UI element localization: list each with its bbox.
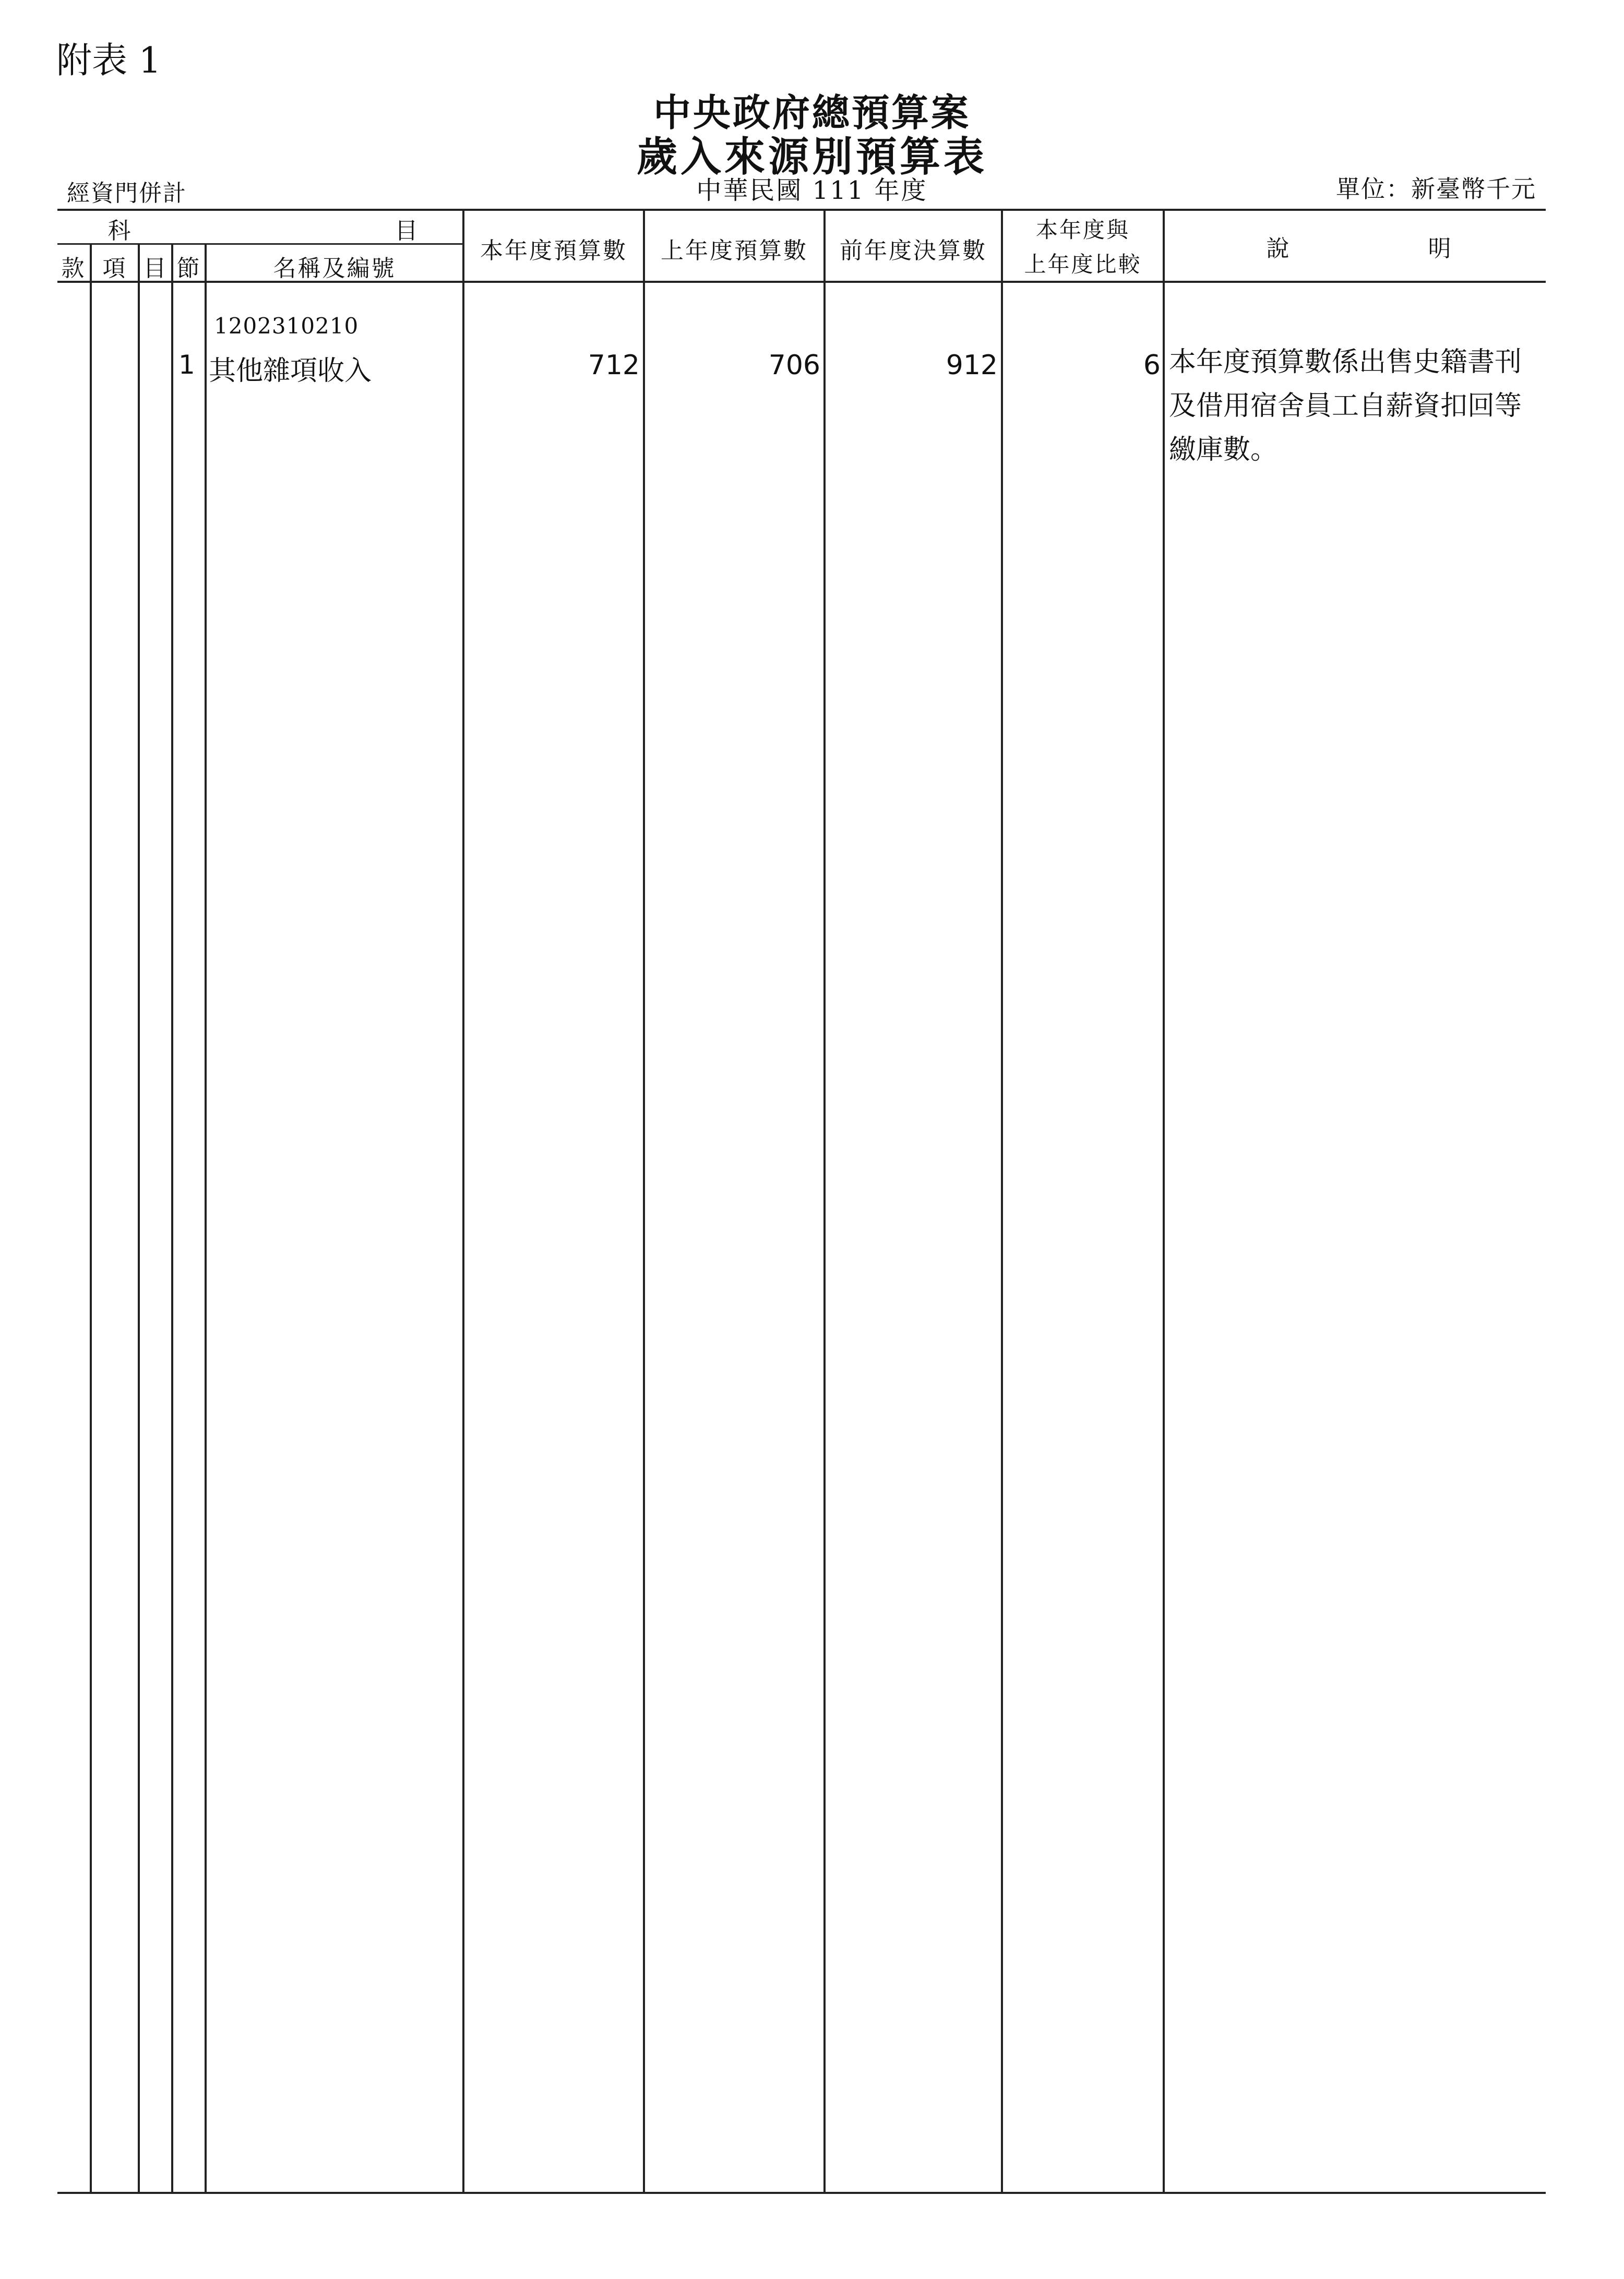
col-divider-prior [1001,209,1003,2194]
header-subject-right: 目 [395,218,420,244]
comparison-value: 6 [1143,350,1161,381]
unit-label: 單位：新臺幣千元 [1336,175,1536,203]
header-mu: 目 [143,255,168,282]
fiscal-year: 中華民國 111 年度 [696,176,928,205]
header-comparison-line2: 上年度比較 [1024,252,1142,277]
header-previous-budget: 上年度預算數 [661,237,808,264]
document-subtitle: 歲入來源別預算表 [636,133,987,181]
header-current-budget: 本年度預算數 [480,237,627,264]
col-divider-xiang [138,243,140,2194]
header-xiang: 項 [102,255,127,282]
col-divider-mu [171,243,173,2194]
header-comparison-line1: 本年度與 [1035,217,1130,243]
header-prior-final: 前年度決算數 [840,237,987,264]
annex-label: 附表 1 [56,40,161,81]
col-divider-comparison [1163,209,1165,2194]
remarks-text: 本年度預算數係出售史籍書刊及借用宿舍員工自薪資扣回等繳庫數。 [1169,347,1522,466]
budget-table [57,209,1546,2195]
previous-budget-value: 706 [768,350,820,381]
col-divider-name [462,209,464,2194]
col-divider-current [643,209,645,2194]
header-name-code: 名稱及編號 [273,255,396,282]
header-remarks-right: 明 [1428,235,1453,262]
col-divider-kuan [90,243,92,2194]
document-title: 中央政府總預算案 [653,90,971,135]
col-divider-previous [823,209,826,2194]
account-code: 1202310210 [214,313,359,339]
item-name: 其他雜項收入 [209,355,372,387]
header-subject-left: 科 [108,218,133,244]
header-remarks-left: 說 [1266,235,1291,262]
category-label: 經資門併計 [67,180,187,207]
jie-number: 1 [178,350,195,380]
current-budget-value: 712 [588,350,640,381]
prior-final-value: 912 [946,350,998,381]
col-divider-jie [205,243,207,2194]
header-kuan: 款 [61,255,86,282]
header-jie: 節 [176,255,201,282]
table-bottom-rule [57,2192,1546,2194]
table-top-rule [57,209,1546,211]
